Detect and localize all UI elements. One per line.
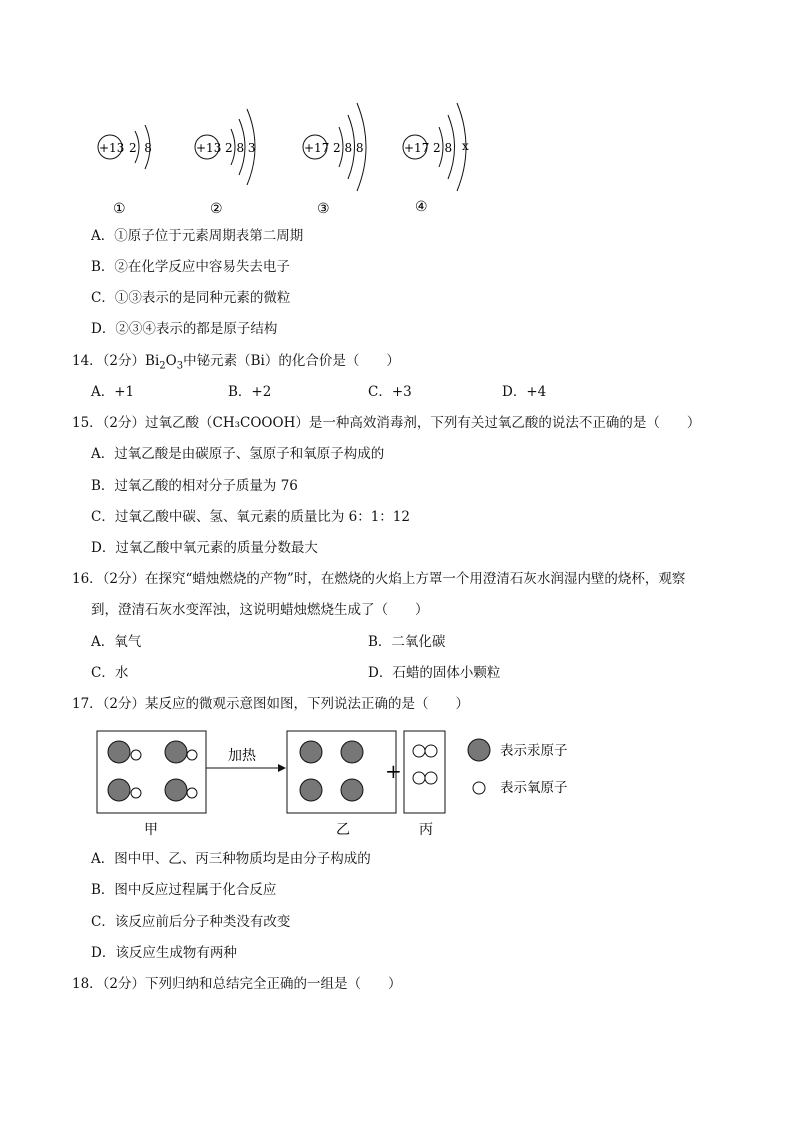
q16-stem-line1: 16．（2分）在探究“蜡烛燃烧的产物”时，在燃烧的火焰上方罩一个用澄清石灰水润湿内壁的烧杯，观察 (72, 571, 686, 587)
q13-option-c: C．①③表示的是同种元素的微粒 (91, 290, 291, 306)
q14-option-d: D．+4 (502, 384, 547, 400)
legend-hg-icon (468, 739, 490, 761)
q13-option-d: D．②③④表示的都是原子结构 (91, 321, 278, 337)
legend-hg-label: 表示汞原子 (500, 743, 568, 759)
hgo-molecules (108, 741, 197, 801)
shells-4-x: x (462, 139, 469, 153)
q16-option-b: B．二氧化碳 (368, 634, 446, 650)
legend-o-icon (473, 782, 485, 794)
shells-1: 2 8 (129, 141, 152, 155)
atom-label-2: ② (210, 201, 223, 217)
atom-4 (403, 103, 469, 215)
nucleus-4-charge: +17 (404, 141, 430, 155)
q15-option-b: B．过氧乙酸的相对分子质量为 76 (91, 478, 298, 494)
q14-stem-a: 14．（2分）Bi (72, 353, 160, 369)
q15-option-c: C．过氧乙酸中碳、氢、氧元素的质量比为 6：1：12 (91, 509, 410, 525)
label-bing: 丙 (419, 822, 433, 838)
q17-option-a: A．图中甲、乙、丙三种物质均是由分子构成的 (91, 851, 371, 867)
q13-option-b: B．②在化学反应中容易失去电子 (91, 259, 290, 275)
atom-1 (98, 125, 152, 217)
q14-sub-1: 2 (159, 360, 166, 372)
q17-option-d: D．该反应生成物有两种 (91, 945, 237, 961)
nucleus-1-charge: +13 (99, 141, 125, 155)
q14-option-b: B．+2 (228, 384, 272, 400)
hg-atoms (300, 741, 363, 801)
heat-label: 加热 (228, 748, 256, 764)
nucleus-2-charge: +13 (196, 141, 222, 155)
q13-option-a: A．①原子位于元素周期表第二周期 (91, 228, 304, 244)
q17-option-c: C．该反应前后分子种类没有改变 (91, 914, 291, 930)
atom-label-3: ③ (317, 201, 330, 217)
q14-option-c: C．+3 (368, 384, 412, 400)
atom-structure-figure (0, 90, 794, 220)
q14-sub-2: 3 (176, 360, 184, 372)
q15-option-d: D．过氧乙酸中氧元素的质量分数最大 (91, 540, 318, 556)
q14-stem-b: 中铋元素（Bi）的化合价是（ ） (183, 353, 400, 369)
q18-stem: 18．（2分）下列归纳和总结完全正确的一组是（ ） (72, 976, 402, 992)
q14-stem (72, 352, 400, 376)
atom-label-1: ① (113, 201, 126, 217)
q16-stem-line2: 到，澄清石灰水变浑浊，这说明蜡烛燃烧生成了（ ） (91, 602, 429, 618)
q17-option-b: B．图中反应过程属于化合反应 (91, 882, 277, 898)
reaction-diagram (0, 722, 794, 846)
label-yi: 乙 (336, 822, 350, 838)
q15-option-a: A．过氧乙酸是由碳原子、氢原子和氧原子构成的 (91, 446, 385, 462)
q16-option-a: A．氧气 (91, 634, 142, 650)
atom-2 (195, 109, 256, 217)
label-jia: 甲 (144, 822, 158, 838)
q16-option-d: D．石蜡的固体小颗粒 (368, 665, 501, 681)
shells-2: 2 8 3 (225, 141, 256, 155)
legend-o-label: 表示氧原子 (500, 780, 568, 796)
box-yi (287, 731, 396, 813)
shells-3: 2 8 8 (333, 141, 364, 155)
shells-4: 2 8 (433, 141, 453, 155)
q15-stem: 15．（2分）过氧乙酸（CH₃COOOH）是一种高效消毒剂，下列有关过氧乙酸的说法不正确的是（ ） (72, 415, 701, 431)
atom-label-4: ④ (415, 199, 428, 215)
q14-option-a: A．+1 (91, 384, 135, 400)
plus-sign: + (385, 759, 402, 783)
box-bing (404, 731, 445, 813)
arrow-head (278, 764, 286, 772)
q16-option-c: C．水 (91, 665, 129, 681)
q14-mid: O (165, 353, 177, 369)
q17-stem: 17．（2分）某反应的微观示意图如图，下列说法正确的是（ ） (72, 696, 470, 712)
atom-3 (303, 103, 366, 217)
nucleus-3-charge: +17 (304, 141, 330, 155)
o2-molecules (413, 745, 437, 784)
